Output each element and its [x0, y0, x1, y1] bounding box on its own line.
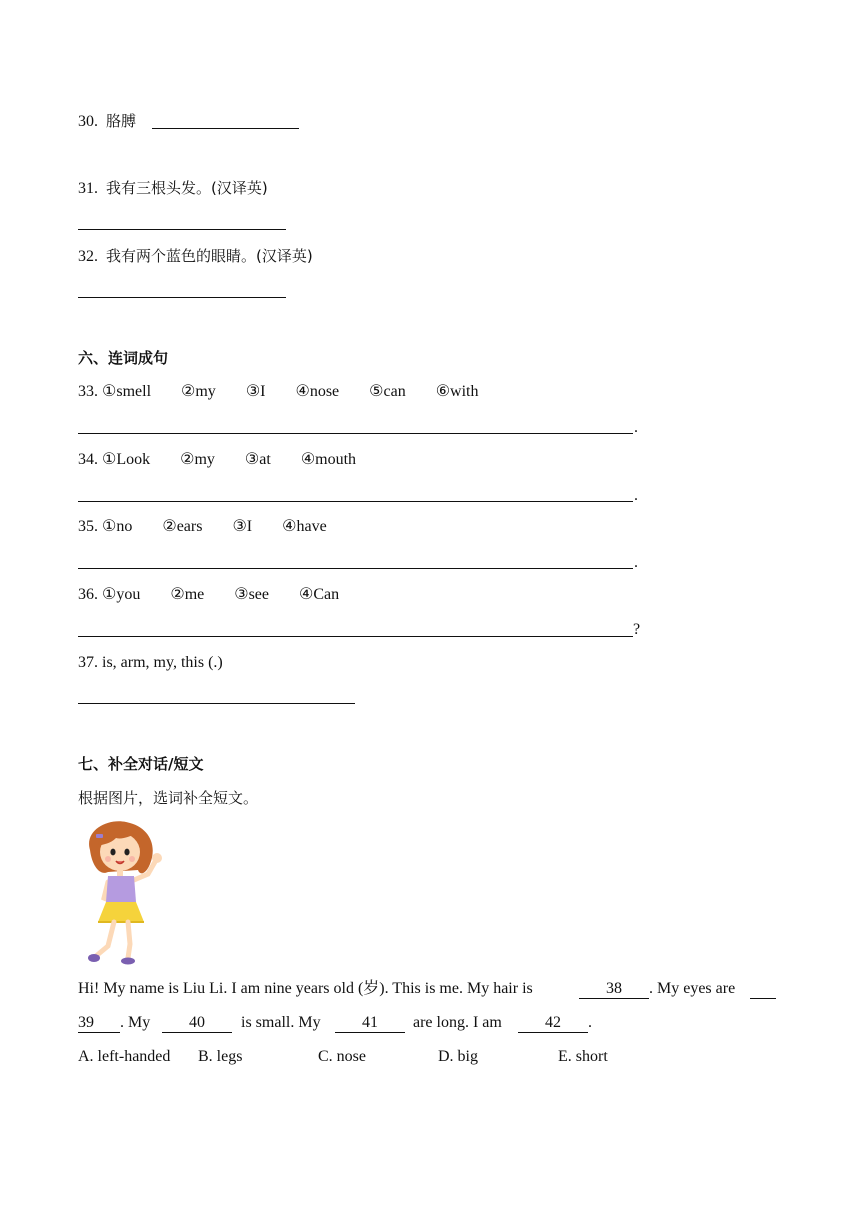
word-option: ①you — [102, 586, 141, 603]
end-punctuation: . — [634, 419, 638, 436]
word-option: ③I — [232, 518, 253, 535]
question-number: 31. — [78, 180, 98, 197]
blank-41[interactable] — [335, 1013, 405, 1033]
question-number: 33. — [78, 383, 98, 400]
word-option: ④have — [282, 518, 327, 535]
passage-text-3 — [120, 1013, 150, 1033]
blank-38[interactable] — [579, 979, 649, 999]
passage-text-2 — [649, 979, 735, 999]
answer-line-31[interactable] — [78, 229, 286, 230]
word-option: ⑥with — [435, 383, 479, 400]
question-number: 34. — [78, 451, 98, 468]
end-punctuation: . — [634, 487, 638, 504]
question-number: 35. — [78, 518, 98, 535]
passage-text-5 — [413, 1013, 502, 1033]
question-37 — [78, 653, 223, 673]
blank-39[interactable] — [78, 1013, 120, 1033]
answer-line-36[interactable] — [78, 636, 633, 637]
answer-line-30[interactable] — [152, 128, 299, 129]
blank-42[interactable] — [518, 1013, 588, 1033]
choice-c: C. nose — [318, 1048, 366, 1065]
word-option: ②me — [170, 586, 205, 603]
blank-number: 39 — [78, 1014, 94, 1031]
answer-line-35[interactable] — [78, 568, 633, 569]
word-option: ③at — [244, 451, 271, 468]
choice-d: D. big — [438, 1048, 478, 1065]
blank-number: 38 — [606, 980, 622, 997]
section-6-title: 六、连词成句 — [78, 349, 169, 367]
passage-text: are long. I am — [413, 1014, 502, 1031]
choice-e: E. short — [558, 1048, 608, 1065]
word-option: ①no — [102, 518, 133, 535]
question-33 — [78, 382, 505, 402]
passage-text-4 — [241, 1013, 321, 1033]
passage-text: . My eyes are — [649, 980, 736, 997]
word-option: ②my — [181, 383, 216, 400]
answer-line-33[interactable] — [78, 433, 633, 434]
blank-number: 42 — [545, 1014, 561, 1031]
word-option: ③see — [234, 586, 270, 603]
word-option: ④nose — [295, 383, 340, 400]
word-option: ④Can — [299, 586, 340, 603]
blank-40[interactable] — [162, 1013, 232, 1033]
answer-line-34[interactable] — [78, 501, 633, 502]
word-option: ②my — [180, 451, 215, 468]
end-punctuation: . — [634, 554, 638, 571]
passage-text: . — [588, 1014, 592, 1031]
question-number: 30. — [78, 113, 98, 130]
question-34 — [78, 450, 382, 470]
question-text: 我有三根头发。(汉译英) — [106, 179, 268, 197]
word-option: ③I — [245, 383, 266, 400]
passage-text: Hi! My name is Liu Li. I am nine years old (岁). This is me. My hair is — [78, 980, 533, 997]
end-punctuation: ? — [633, 621, 641, 638]
question-32 — [78, 246, 313, 267]
question-text: is, arm, my, this (.) — [102, 654, 223, 671]
question-text: 我有两个蓝色的眼睛。(汉译英) — [106, 247, 313, 265]
passage-text: is small. My — [241, 1014, 321, 1031]
passage-text-6 — [588, 1013, 592, 1033]
passage-text: . My — [120, 1014, 151, 1031]
passage-line-1 — [78, 979, 533, 999]
word-option: ①smell — [102, 383, 152, 400]
question-number: 36. — [78, 586, 98, 603]
question-30 — [78, 111, 136, 132]
question-36 — [78, 585, 365, 605]
choice-a: A. left-handed — [78, 1048, 171, 1065]
question-number: 37. — [78, 654, 98, 671]
word-option: ①Look — [102, 451, 151, 468]
answer-line-37[interactable] — [78, 703, 355, 704]
section-7-title: 七、补全对话/短文 — [78, 755, 204, 773]
word-option: ④mouth — [300, 451, 357, 468]
question-31 — [78, 178, 268, 199]
word-option: ②ears — [162, 518, 203, 535]
choice-b: B. legs — [198, 1048, 243, 1065]
question-number: 32. — [78, 248, 98, 265]
girl-illustration — [78, 818, 168, 966]
answer-line-32[interactable] — [78, 297, 286, 298]
blank-number: 40 — [189, 1014, 205, 1031]
word-option: ⑤can — [369, 383, 406, 400]
question-35 — [78, 517, 353, 537]
section-7-instruction: 根据图片，选词补全短文。 — [78, 789, 259, 807]
blank-number: 41 — [362, 1014, 378, 1031]
blank-39-start[interactable] — [750, 998, 776, 999]
question-text: 胳膊 — [106, 112, 137, 130]
